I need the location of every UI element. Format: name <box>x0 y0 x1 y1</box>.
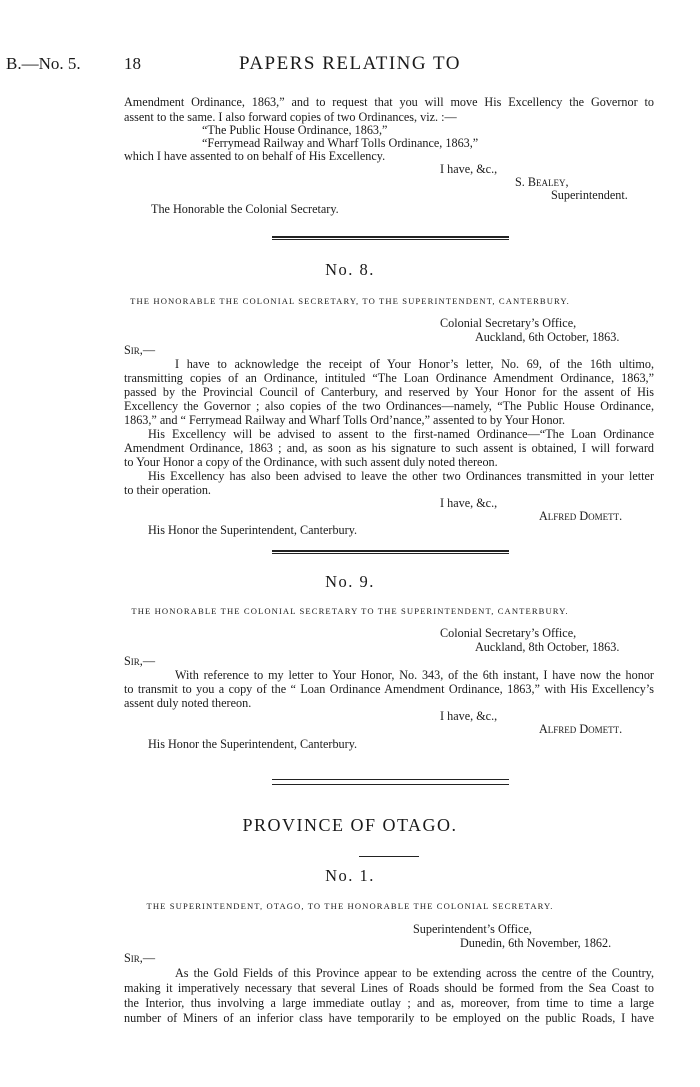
closing: I have, &c., <box>440 162 498 176</box>
body-line: transmitting copies of an Ordinance, intituled “The Loan Ordinance Amendment Ordinance, 1863,” <box>124 371 654 385</box>
body-line: “The Public House Ordinance, 1863,” <box>202 123 388 137</box>
addressee: The Honorable the Colonial Secretary. <box>151 202 339 216</box>
letter-number: No. 8. <box>325 260 375 279</box>
signature: S. Bealey, <box>515 175 569 189</box>
letter-number: No. 1. <box>325 866 375 885</box>
section-divider <box>272 550 509 554</box>
body-line: making it imperatively necessary that several Lines of Roads should be formed from the Sea Coast to <box>124 981 654 995</box>
body-line: the Interior, thus involving a large immediate outlay ; and as, moreover, from time to time a large <box>124 996 654 1010</box>
body-line: passed by the Provincial Council of Canterbury, and reserved by Your Honor for the assent of His <box>124 385 654 399</box>
body-line: 1863,” and “ Ferrymead Railway and Wharf Tolls Ord’nance,” assented to by Your Honor. <box>124 413 566 427</box>
province-heading: PROVINCE OF OTAGO. <box>242 815 458 835</box>
page-number: 18 <box>124 54 141 73</box>
addressee: His Honor the Superintendent, Canterbury. <box>148 523 358 537</box>
closing: I have, &c., <box>440 709 498 723</box>
addressee: His Honor the Superintendent, Canterbury. <box>148 737 358 751</box>
sender-office: Colonial Secretary’s Office, <box>440 626 577 640</box>
body-line: With reference to my letter to Your Honor, No. 343, of the 6th instant, I have now the honor <box>175 668 654 682</box>
section-divider <box>272 779 509 780</box>
body-line: which I have assented to on behalf of His Excellency. <box>124 149 386 163</box>
body-line: His Excellency has also been advised to leave the other two Ordinances transmitted in your letter <box>148 469 654 483</box>
letter-route: THE SUPERINTENDENT, OTAGO, TO THE HONORABLE THE COLONIAL SECRETARY. <box>146 901 554 911</box>
closing: I have, &c., <box>440 496 498 510</box>
place-date: Dunedin, 6th November, 1862. <box>460 936 612 950</box>
document-reference: B.—No. 5. <box>6 54 81 73</box>
body-line: to Your Honor a copy of the Ordinance, with such assent duly noted thereon. <box>124 455 498 469</box>
place-date: Auckland, 8th October, 1863. <box>475 640 620 654</box>
section-divider <box>272 236 509 240</box>
sender-office: Colonial Secretary’s Office, <box>440 316 577 330</box>
salutation: Sir,— <box>124 654 156 668</box>
body-line: number of Miners of an inferior class have temporarily to be employed on the public Roads, I have <box>124 1011 654 1025</box>
letter-number: No. 9. <box>325 572 375 591</box>
body-line: Amendment Ordinance, 1863 ; and, as soon as his signature to such assent is obtained, I will forward <box>124 441 654 455</box>
body-line: to transmit to you a copy of the “ Loan Ordinance Amendment Ordinance, 1863,” with His Excellency’s <box>124 682 654 696</box>
letter-route: THE HONORABLE THE COLONIAL SECRETARY, TO THE SUPERINTENDENT, CANTERBURY. <box>130 296 570 306</box>
salutation: Sir,— <box>124 343 156 357</box>
sender-office: Superintendent’s Office, <box>413 922 532 936</box>
body-line: “Ferrymead Railway and Wharf Tolls Ordinance, 1863,” <box>202 136 479 150</box>
body-line: assent to the same. I also forward copies of two Ordinances, viz. :— <box>124 110 457 124</box>
place-date: Auckland, 6th October, 1863. <box>475 330 620 344</box>
section-divider <box>272 784 509 785</box>
body-line: Amendment Ordinance, 1863,” and to request that you will move His Excellency the Governor to <box>124 95 654 109</box>
body-line: assent duly noted thereon. <box>124 696 252 710</box>
body-line: to their operation. <box>124 483 211 497</box>
body-line: His Excellency will be advised to assent to the first-named Ordinance—“The Loan Ordinance <box>148 427 654 441</box>
letter-route: THE HONORABLE THE COLONIAL SECRETARY TO THE SUPERINTENDENT, CANTERBURY. <box>131 606 569 616</box>
page-title: PAPERS RELATING TO <box>239 53 461 74</box>
signature: Alfred Domett. <box>539 509 623 523</box>
body-line: I have to acknowledge the receipt of Your Honor’s letter, No. 69, of the 16th ultimo, <box>175 357 654 371</box>
signature: Alfred Domett. <box>539 722 623 736</box>
signer-title: Superintendent. <box>551 188 628 202</box>
body-line: Excellency the Governor ; also copies of the two Ordinances—namely, “The Public House Ordinance, <box>124 399 654 413</box>
body-line: As the Gold Fields of this Province appear to be extending across the centre of the Country, <box>175 966 654 980</box>
short-divider <box>359 856 419 857</box>
salutation: Sir,— <box>124 951 156 965</box>
